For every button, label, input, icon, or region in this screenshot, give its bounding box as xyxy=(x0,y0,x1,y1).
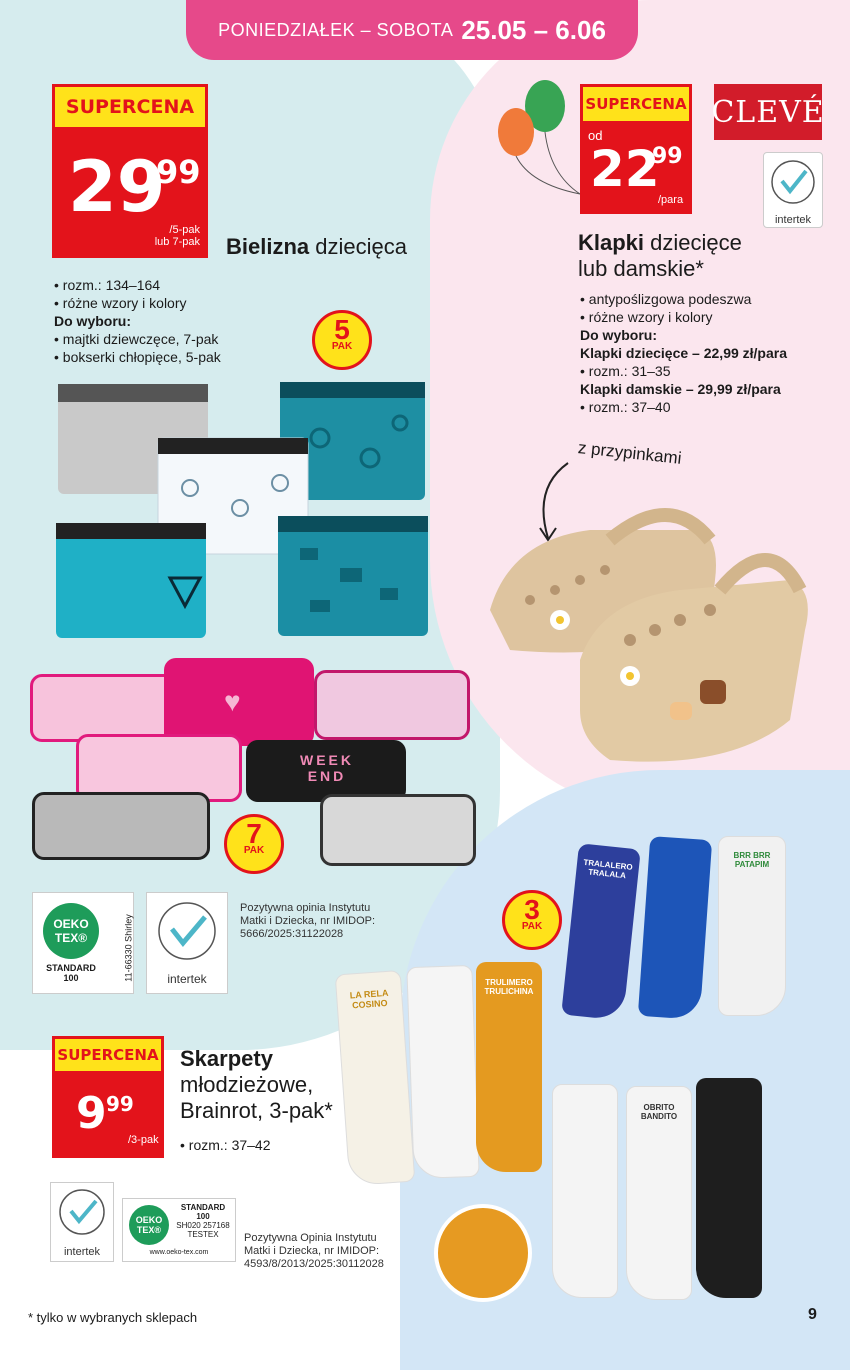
oeko-tex-logo: OEKO TEX® xyxy=(129,1205,169,1245)
underwear-bullet: • rozm.: 134–164 xyxy=(54,276,324,294)
sock-blue-1: TRALALERO TRALALA xyxy=(561,843,641,1021)
underwear-title: Bielizna dziecięca xyxy=(226,234,407,259)
cleve-brand-logo: CLEVÉ xyxy=(714,84,822,140)
underwear-price-box xyxy=(52,130,208,258)
intertek-cert: intertek xyxy=(146,892,228,994)
clogs-details xyxy=(580,290,850,416)
page-number: 9 xyxy=(808,1306,817,1323)
footer-note: * tylko w wybranych sklepach xyxy=(28,1310,198,1325)
intertek-cert: intertek xyxy=(763,152,823,228)
clogs-kids-size: • rozm.: 31–35 xyxy=(580,362,850,380)
clogs-price-box xyxy=(580,124,692,214)
underwear-price-tag xyxy=(52,84,208,258)
sock-white-3 xyxy=(552,1084,618,1298)
clogs-women-size: • rozm.: 37–40 xyxy=(580,398,850,416)
boxer-teal-plain xyxy=(56,523,206,638)
socks-bullet: • rozm.: 37–42 xyxy=(180,1136,271,1154)
socks-price-tag xyxy=(52,1036,164,1158)
price-main: 9 xyxy=(76,1088,107,1139)
clogs-title: Klapki dziecięce lub damskie* xyxy=(578,230,742,281)
price-unit: /3-pak xyxy=(128,1134,159,1146)
imidop-note: Pozytywna opinia Instytutu Matki i Dziecka, nr IMIDOP: 5666/2025:31122028 xyxy=(240,902,376,940)
price-main: 29 xyxy=(68,146,166,228)
clogs-women-option: Klapki damskie – 29,99 zł/para xyxy=(580,381,781,397)
price-main: 22 xyxy=(590,140,660,198)
supercena-badge: SUPERCENA xyxy=(52,1036,164,1074)
brief-leopard-lilac xyxy=(314,670,470,740)
charm-hamster xyxy=(670,702,692,720)
sock-blue-2 xyxy=(638,836,712,1020)
underwear-bullet: • różne wzory i kolory xyxy=(54,294,324,312)
price-cents: 99 xyxy=(106,1092,134,1116)
charm-bear xyxy=(700,680,726,704)
price-unit: /5-pak lub 7-pak xyxy=(154,224,200,249)
callout-text: z przypinkami xyxy=(577,438,683,468)
price-cents: 99 xyxy=(156,153,201,191)
date-label: PONIEDZIAŁEK – SOBOTA xyxy=(218,19,454,40)
checkmark-icon xyxy=(51,1183,113,1241)
sock-white-2 xyxy=(406,965,479,1179)
supercena-badge: SUPERCENA xyxy=(580,84,692,124)
balloons-image xyxy=(490,74,580,204)
sock-detail-zoom xyxy=(434,1204,532,1302)
checkmark-icon xyxy=(147,893,227,967)
price-unit: /para xyxy=(658,194,684,206)
intertek-cert: intertek xyxy=(50,1182,114,1262)
clogs-bullet: • różne wzory i kolory xyxy=(580,308,850,326)
oeko-tex-logo: OEKO TEX® xyxy=(43,903,99,959)
sock-white-1: BRR BRR PATAPIM xyxy=(718,836,786,1016)
clogs-image xyxy=(470,480,820,780)
clogs-bullet: • antypoślizgowa podeszwa xyxy=(580,290,850,308)
sock-orange: TRULIMERO TRULICHINA xyxy=(476,962,542,1172)
underwear-details xyxy=(54,276,324,366)
clogs-choice-label: Do wyboru: xyxy=(580,327,657,343)
socks-title: Skarpety młodzieżowe, Brainrot, 3-pak* xyxy=(180,1046,333,1123)
brief-magenta-heart: ♥ xyxy=(164,658,314,746)
pack-3-badge: 3 PAK xyxy=(502,890,562,950)
boxer-teal-pixel xyxy=(278,516,428,636)
price-prefix: od xyxy=(588,128,603,143)
charm-daisy xyxy=(550,610,570,630)
sock-cream-1: LA RELA COSINO xyxy=(335,970,416,1186)
date-range: 25.05 – 6.06 xyxy=(461,14,606,45)
sock-black xyxy=(696,1078,762,1298)
supercena-badge: SUPERCENA xyxy=(52,84,208,130)
sock-white-4: OBRITO BANDITO xyxy=(626,1086,692,1300)
clogs-price-tag xyxy=(580,84,692,214)
underwear-option: • bokserki chłopięce, 5-pak xyxy=(54,348,324,366)
price-cents: 99 xyxy=(652,144,683,169)
brief-grey-cat xyxy=(32,792,210,860)
imidop-note: Pozytywna Opinia Instytutu Matki i Dziecka, nr IMIDOP: 4593/8/2013/2025:30112028 xyxy=(244,1232,384,1270)
pack-7-badge: 7 PAK xyxy=(224,814,284,874)
charm-daisy2 xyxy=(620,666,640,686)
boxer-briefs-image xyxy=(50,378,440,643)
oeko-tex-cert: OEKO TEX® STANDARD 100 SH020 257168 TESTEX www.oeko-tex.com xyxy=(122,1198,236,1262)
pack-5-badge: 5 PAK xyxy=(312,310,372,370)
checkmark-icon xyxy=(764,153,822,209)
socks-price-box xyxy=(52,1074,164,1158)
underwear-option: • majtki dziewczęce, 7-pak xyxy=(54,330,324,348)
date-bar xyxy=(186,0,638,60)
brief-weekend: WEEK END xyxy=(246,740,406,802)
clogs-kids-option: Klapki dziecięce – 22,99 zł/para xyxy=(580,345,788,361)
underwear-choice-label: Do wyboru: xyxy=(54,313,131,329)
oeko-tex-cert: OEKO TEX® STANDARD 100 11-66330 Shirley xyxy=(32,892,134,994)
